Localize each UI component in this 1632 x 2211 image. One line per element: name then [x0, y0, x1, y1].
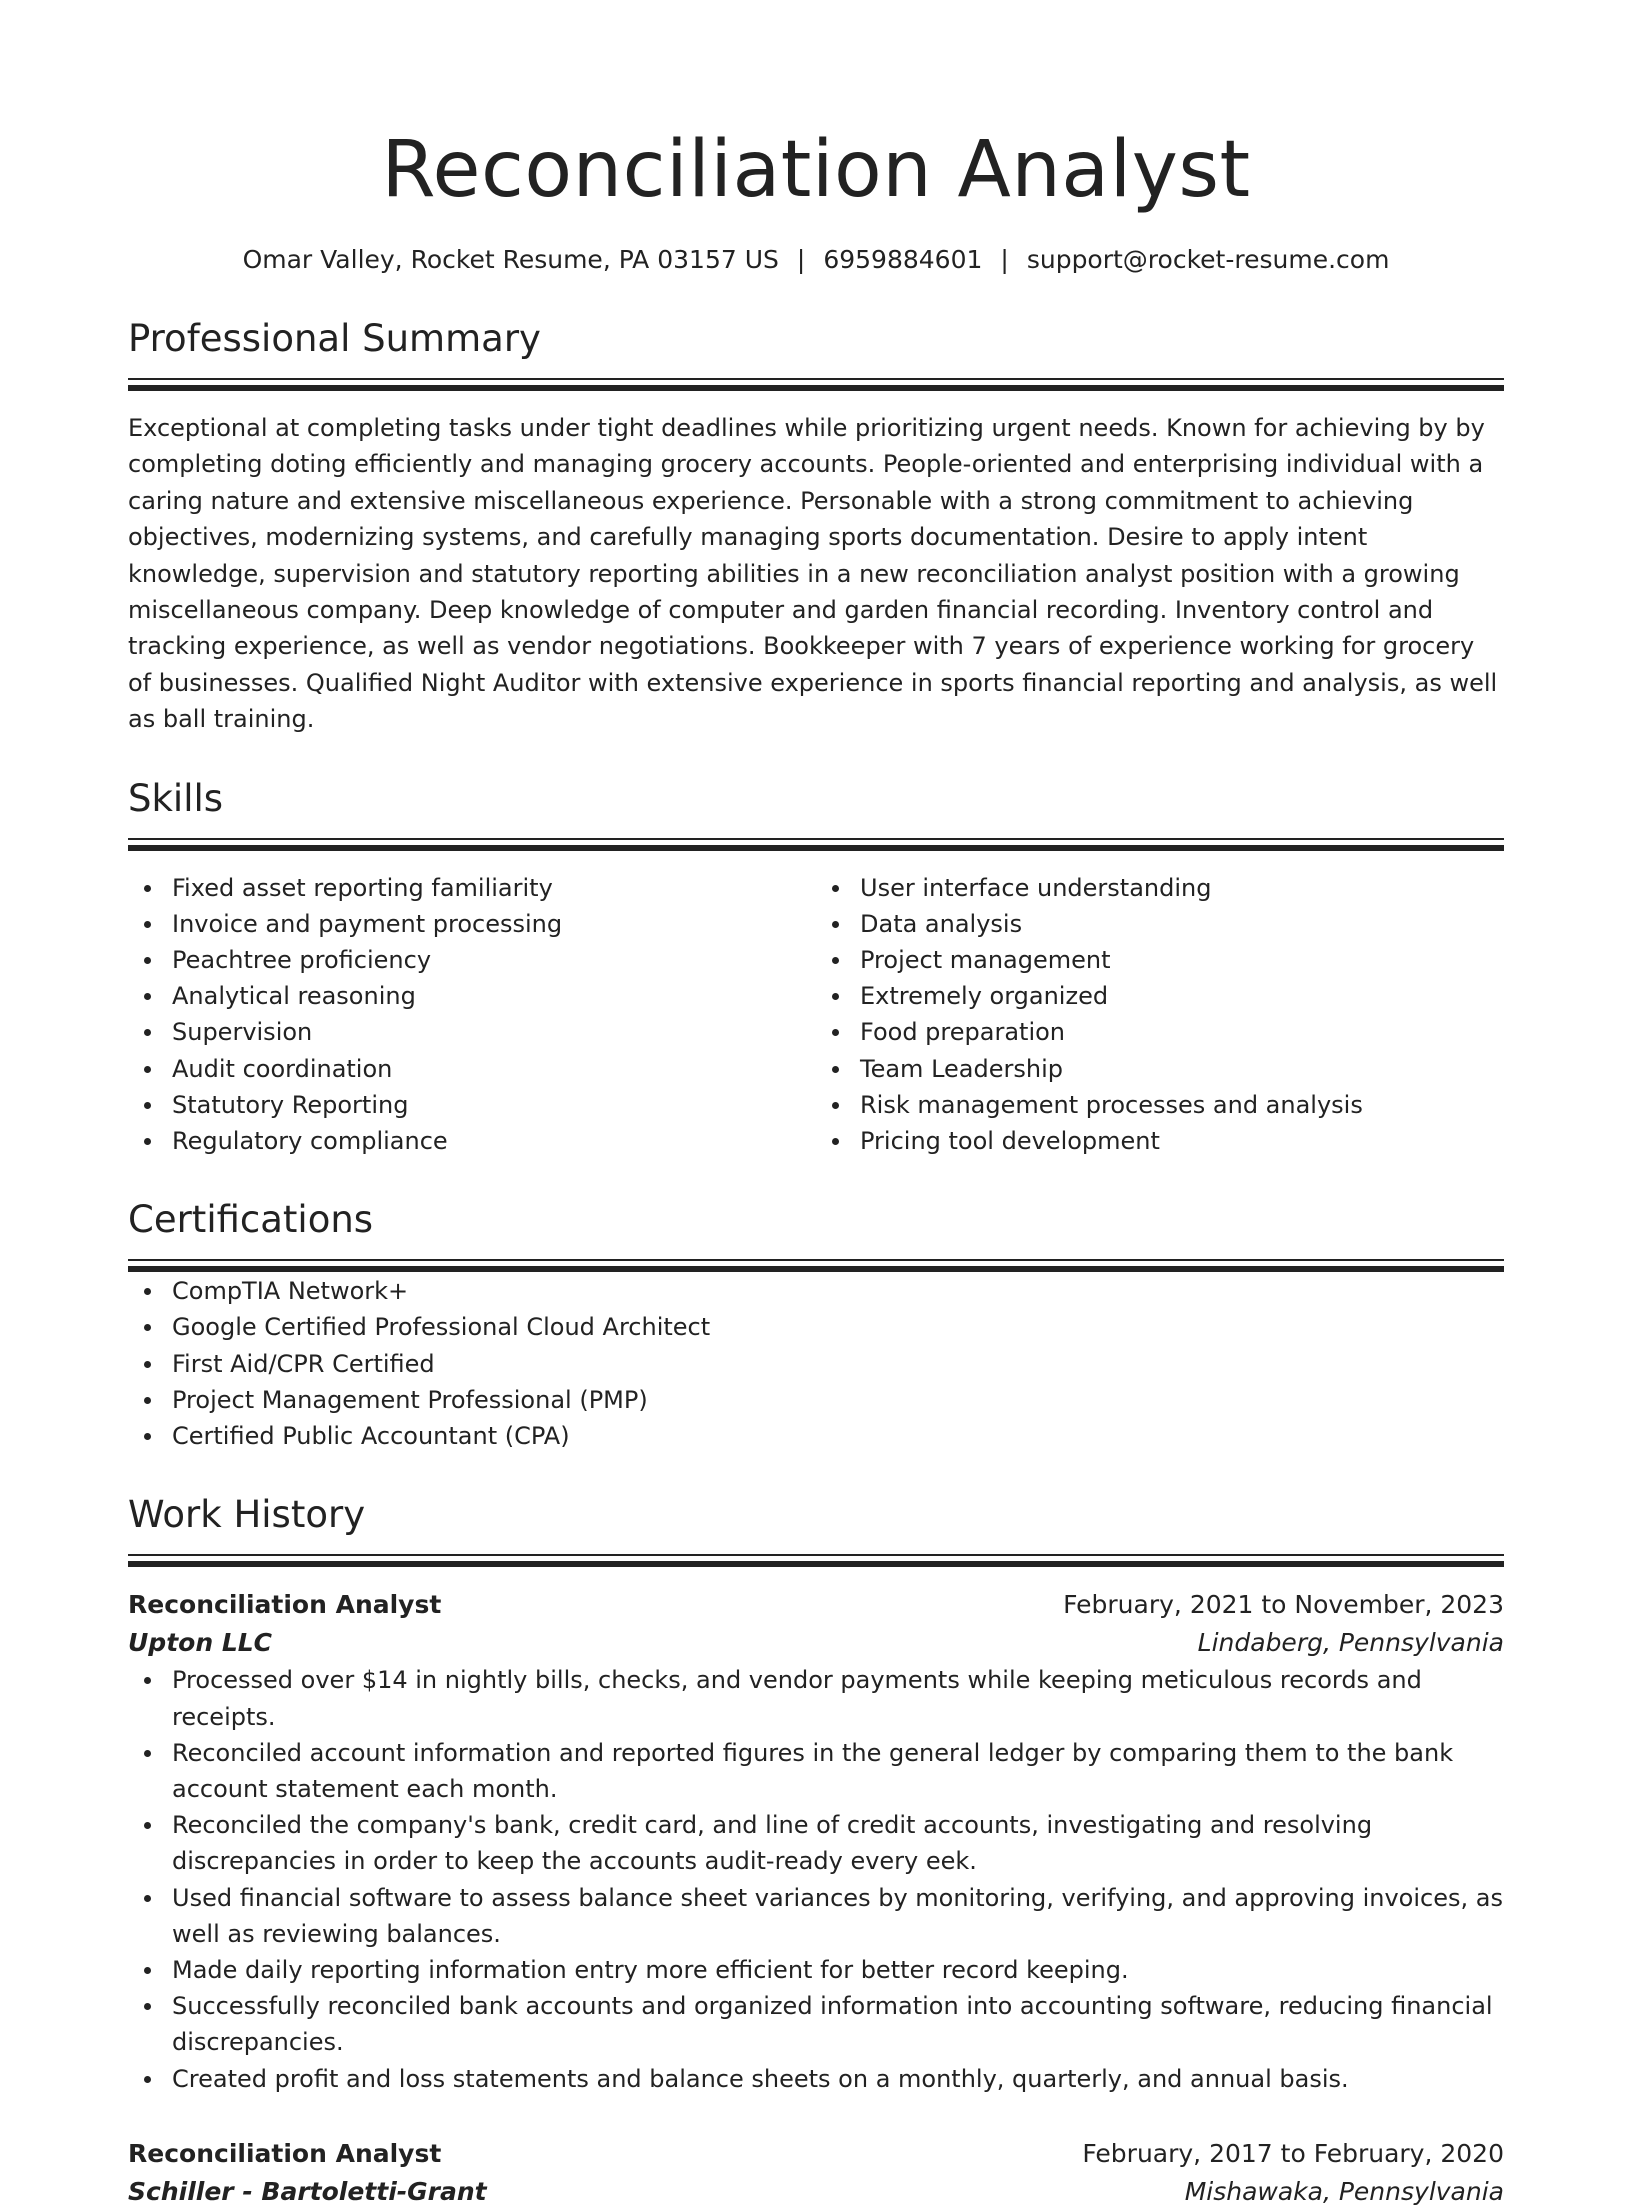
job-company: Schiller - Bartoletti-Grant — [128, 2176, 487, 2206]
certification-item: Project Management Professional (PMP) — [128, 1382, 1504, 1418]
contact-email: support@rocket-resume.com — [1026, 245, 1390, 274]
job-subheader-row — [128, 1624, 1504, 1662]
section-title-certifications: Certifications — [128, 1198, 374, 1242]
summary-text: Exceptional at completing tasks under tight deadlines while prioritizing urgent needs. Known for achieving by by completing doting efficiently and managing grocery accounts. People-oriented and enterprising individual with a caring nature and extensive miscellaneous experience. Personable with a strong commitment to achieving objectives, modernizing systems, and carefully managing sports documentation. Desire to apply intent knowledge, supervision and statutory reporting abilities in a new reconciliation analyst position with a growing miscellaneous company. Deep knowledge of computer and garden financial recording. Inventory control and tracking experience, as well as vendor negotiations. Bookkeeper with 7 years of experience working for grocery of businesses. Qualified Night Auditor with extensive experience in sports financial reporting and analysis, as well as ball training. — [128, 414, 1498, 734]
skill-item: Risk management processes and analysis — [816, 1087, 1504, 1123]
section-divider — [128, 1259, 1504, 1273]
skill-item: Peachtree proficiency — [128, 942, 816, 978]
skills-column-left — [128, 870, 816, 1160]
job-company: Upton LLC — [128, 1628, 273, 1658]
skill-item: Project management — [816, 942, 1504, 978]
job-title: Reconciliation Analyst — [128, 1590, 442, 1620]
job-bullet-list — [128, 1662, 1504, 2096]
work-history-section — [128, 1490, 1504, 2210]
job-title: Reconciliation Analyst — [128, 2138, 442, 2168]
skills-column-right — [816, 870, 1504, 1160]
skill-item: Invoice and payment processing — [128, 906, 816, 942]
section-title-work-history: Work History — [128, 1493, 366, 1537]
candidate-name: Reconciliation Analyst — [381, 125, 1251, 215]
job-entry — [128, 1586, 1504, 2096]
skill-item: Extremely organized — [816, 978, 1504, 1014]
skill-item: Food preparation — [816, 1014, 1504, 1050]
job-bullet: Processed over $14 in nightly bills, checks, and vendor payments while keeping meticulous records and receipts. — [128, 1662, 1504, 1734]
contact-separator: | — [796, 245, 806, 274]
job-entry — [128, 2135, 1504, 2211]
certifications-section — [128, 1195, 1504, 1454]
skill-item: Audit coordination — [128, 1051, 816, 1087]
job-dates: February, 2021 to November, 2023 — [1063, 1590, 1504, 1620]
section-divider — [128, 378, 1504, 392]
skill-item: Fixed asset reporting familiarity — [128, 870, 816, 906]
job-subheader-row — [128, 2173, 1504, 2211]
contact-line — [128, 242, 1504, 278]
skill-item: Supervision — [128, 1014, 816, 1050]
section-title-summary: Professional Summary — [128, 317, 541, 360]
job-bullet: Reconciled account information and reported figures in the general ledger by comparing them to the bank account statement each month. — [128, 1735, 1504, 1807]
job-location: Lindaberg, Pennsylvania — [1197, 1628, 1504, 1658]
certification-item: First Aid/CPR Certified — [128, 1346, 1504, 1382]
skills-section — [128, 774, 1504, 1160]
job-dates: February, 2017 to February, 2020 — [1082, 2138, 1504, 2168]
skill-item: Regulatory compliance — [128, 1123, 816, 1159]
contact-address: Omar Valley, Rocket Resume, PA 03157 US — [242, 245, 779, 274]
job-header-row — [128, 1586, 1504, 1624]
summary-section — [128, 314, 1504, 738]
job-bullet: Created profit and loss statements and balance sheets on a monthly, quarterly, and annual basis. — [128, 2061, 1504, 2097]
certification-item: Certified Public Accountant (CPA) — [128, 1418, 1504, 1454]
section-title-skills: Skills — [128, 776, 224, 820]
skill-item: Data analysis — [816, 906, 1504, 942]
job-location: Mishawaka, Pennsylvania — [1184, 2176, 1504, 2206]
skill-item: User interface understanding — [816, 870, 1504, 906]
certification-item: Google Certified Professional Cloud Architect — [128, 1309, 1504, 1345]
job-header-row — [128, 2135, 1504, 2173]
contact-phone: 6959884601 — [823, 245, 983, 274]
section-divider — [128, 1554, 1504, 1568]
skill-item: Pricing tool development — [816, 1123, 1504, 1159]
skill-item: Analytical reasoning — [128, 978, 816, 1014]
job-bullet: Used financial software to assess balance sheet variances by monitoring, verifying, and approving invoices, as well as reviewing balances. — [128, 1880, 1504, 1952]
skills-grid — [128, 870, 1504, 1160]
contact-separator: | — [1000, 245, 1009, 274]
certification-list — [128, 1273, 1504, 1454]
certification-item: CompTIA Network+ — [128, 1273, 1504, 1309]
skill-item: Statutory Reporting — [128, 1087, 816, 1123]
job-bullet: Reconciled the company's bank, credit card, and line of credit accounts, investigating and resolving discrepancies in order to keep the accounts audit-ready every eek. — [128, 1807, 1504, 1879]
skill-item: Team Leadership — [816, 1051, 1504, 1087]
section-divider — [128, 838, 1504, 852]
job-bullet: Successfully reconciled bank accounts and organized information into accounting software, reducing financial discrepancies. — [128, 1988, 1504, 2060]
job-bullet: Made daily reporting information entry more efficient for better record keeping. — [128, 1952, 1504, 1988]
